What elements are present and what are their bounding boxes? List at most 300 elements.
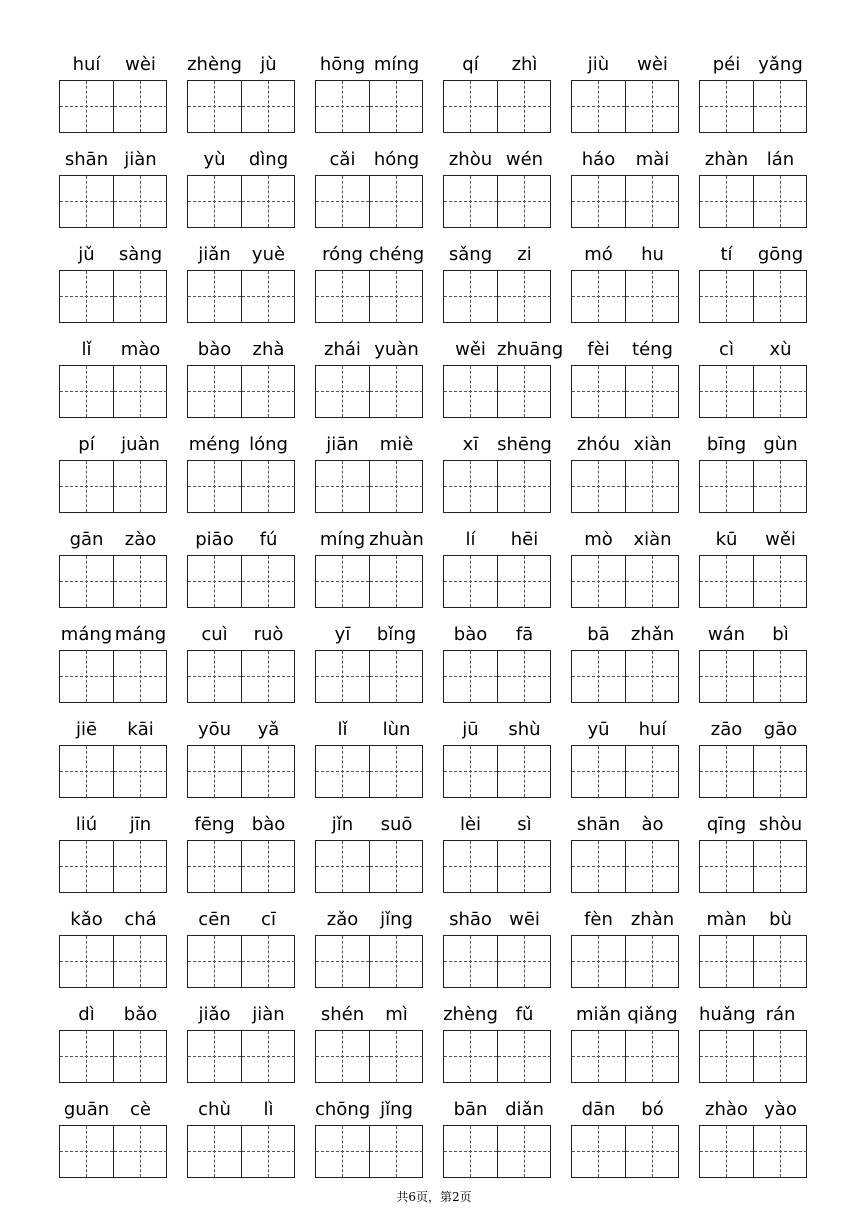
character-cell[interactable]	[113, 936, 167, 987]
character-cell[interactable]	[113, 366, 167, 417]
writing-box[interactable]	[187, 365, 295, 418]
guide-line-vertical	[470, 81, 471, 132]
character-cell[interactable]	[241, 746, 295, 797]
word-block	[59, 908, 169, 988]
character-cell[interactable]	[241, 271, 295, 322]
guide-line-vertical	[140, 271, 141, 322]
character-cell[interactable]	[572, 81, 625, 132]
pinyin-syllable: bào	[453, 624, 488, 645]
guide-line-vertical	[396, 461, 397, 512]
character-cell[interactable]	[113, 176, 167, 227]
pinyin-syllable: fèi	[587, 339, 610, 360]
writing-box[interactable]	[571, 270, 679, 323]
pinyin-syllable: shù	[508, 719, 541, 740]
character-cell[interactable]	[625, 461, 679, 512]
guide-line-vertical	[524, 651, 525, 702]
character-cell[interactable]	[753, 841, 807, 892]
writing-box[interactable]	[59, 555, 167, 608]
character-cell[interactable]	[700, 556, 753, 607]
character-cell[interactable]	[625, 556, 679, 607]
guide-line-vertical	[598, 1031, 599, 1082]
character-cell[interactable]	[444, 366, 497, 417]
character-cell[interactable]	[497, 81, 551, 132]
pinyin-syllable: kǎo	[70, 909, 103, 930]
character-cell[interactable]	[700, 271, 753, 322]
character-cell[interactable]	[60, 841, 113, 892]
writing-box[interactable]	[699, 1030, 807, 1083]
writing-box[interactable]	[699, 80, 807, 133]
writing-box[interactable]	[187, 175, 295, 228]
writing-box[interactable]	[699, 460, 807, 513]
character-cell[interactable]	[753, 366, 807, 417]
writing-box[interactable]	[315, 80, 423, 133]
writing-box[interactable]	[443, 270, 551, 323]
writing-box[interactable]	[187, 80, 295, 133]
writing-box[interactable]	[59, 745, 167, 798]
character-cell[interactable]	[241, 651, 295, 702]
character-cell[interactable]	[753, 176, 807, 227]
character-cell[interactable]	[316, 651, 369, 702]
writing-box[interactable]	[571, 460, 679, 513]
pinyin-syllable: zi	[517, 244, 532, 265]
character-cell[interactable]	[316, 176, 369, 227]
character-cell[interactable]	[700, 1126, 753, 1177]
pinyin-syllable: zāo	[710, 719, 743, 740]
word-block	[443, 908, 553, 988]
character-cell[interactable]	[700, 81, 753, 132]
writing-box[interactable]	[443, 745, 551, 798]
writing-box[interactable]	[187, 650, 295, 703]
writing-box[interactable]	[443, 1030, 551, 1083]
character-cell[interactable]	[113, 271, 167, 322]
writing-box[interactable]	[443, 1125, 551, 1178]
character-cell[interactable]	[113, 556, 167, 607]
character-cell[interactable]	[369, 176, 423, 227]
writing-box[interactable]	[187, 1030, 295, 1083]
character-cell[interactable]	[572, 176, 625, 227]
pinyin-syllable: máng	[114, 624, 167, 645]
writing-box[interactable]	[187, 1125, 295, 1178]
character-cell[interactable]	[316, 841, 369, 892]
writing-box[interactable]	[59, 1125, 167, 1178]
character-cell[interactable]	[753, 746, 807, 797]
character-cell[interactable]	[241, 936, 295, 987]
character-cell[interactable]	[60, 271, 113, 322]
character-cell[interactable]	[188, 271, 241, 322]
pinyin-syllable: yī	[334, 624, 351, 645]
writing-box[interactable]	[443, 840, 551, 893]
character-cell[interactable]	[316, 461, 369, 512]
character-cell[interactable]	[188, 556, 241, 607]
character-cell[interactable]	[113, 1031, 167, 1082]
pinyin-syllable: pí	[78, 434, 95, 455]
character-cell[interactable]	[753, 271, 807, 322]
writing-box[interactable]	[59, 270, 167, 323]
guide-line-vertical	[140, 1031, 141, 1082]
character-cell[interactable]	[444, 746, 497, 797]
character-cell[interactable]	[60, 1126, 113, 1177]
character-cell[interactable]	[369, 1126, 423, 1177]
word-row	[0, 338, 868, 433]
writing-box[interactable]	[699, 745, 807, 798]
character-cell[interactable]	[113, 81, 167, 132]
guide-line-vertical	[86, 746, 87, 797]
character-cell[interactable]	[369, 1031, 423, 1082]
pinyin-syllable: qí	[462, 54, 479, 75]
guide-line-vertical	[652, 1031, 653, 1082]
guide-line-vertical	[598, 651, 599, 702]
character-cell[interactable]	[572, 556, 625, 607]
guide-line-vertical	[524, 746, 525, 797]
guide-line-vertical	[780, 176, 781, 227]
writing-box[interactable]	[571, 555, 679, 608]
character-cell[interactable]	[241, 841, 295, 892]
character-cell[interactable]	[316, 936, 369, 987]
pinyin-syllable: bā	[587, 624, 610, 645]
word-row	[0, 433, 868, 528]
writing-box[interactable]	[443, 175, 551, 228]
character-cell[interactable]	[753, 81, 807, 132]
character-cell[interactable]	[369, 651, 423, 702]
character-cell[interactable]	[316, 366, 369, 417]
word-block	[187, 148, 297, 228]
character-cell[interactable]	[497, 1126, 551, 1177]
character-cell[interactable]	[572, 1031, 625, 1082]
guide-line-vertical	[140, 936, 141, 987]
writing-box[interactable]	[443, 650, 551, 703]
character-cell[interactable]	[497, 271, 551, 322]
character-cell[interactable]	[60, 936, 113, 987]
guide-line-vertical	[780, 271, 781, 322]
pinyin-syllable: wēi	[509, 909, 540, 930]
character-cell[interactable]	[60, 651, 113, 702]
word-block	[187, 528, 297, 608]
character-cell[interactable]	[60, 81, 113, 132]
pinyin-syllable: diǎn	[505, 1099, 544, 1120]
character-cell[interactable]	[369, 366, 423, 417]
word-block	[59, 148, 169, 228]
character-cell[interactable]	[497, 176, 551, 227]
writing-box[interactable]	[187, 555, 295, 608]
character-cell[interactable]	[316, 556, 369, 607]
word-block	[443, 813, 553, 893]
pinyin-syllable: mài	[635, 149, 670, 170]
writing-box[interactable]	[699, 175, 807, 228]
character-cell[interactable]	[188, 841, 241, 892]
character-cell[interactable]	[60, 1031, 113, 1082]
writing-box[interactable]	[187, 840, 295, 893]
character-cell[interactable]	[444, 651, 497, 702]
writing-box[interactable]	[571, 1125, 679, 1178]
writing-box[interactable]	[187, 935, 295, 988]
character-cell[interactable]	[369, 841, 423, 892]
writing-box[interactable]	[59, 935, 167, 988]
guide-line-vertical	[86, 81, 87, 132]
character-cell[interactable]	[625, 81, 679, 132]
character-cell[interactable]	[113, 461, 167, 512]
character-cell[interactable]	[444, 1126, 497, 1177]
writing-box[interactable]	[443, 555, 551, 608]
pinyin-syllable: míng	[319, 529, 366, 550]
writing-box[interactable]	[59, 650, 167, 703]
character-cell[interactable]	[572, 936, 625, 987]
character-cell[interactable]	[241, 1126, 295, 1177]
writing-box[interactable]	[315, 745, 423, 798]
character-cell[interactable]	[241, 81, 295, 132]
writing-box[interactable]	[187, 745, 295, 798]
character-cell[interactable]	[444, 556, 497, 607]
character-cell[interactable]	[444, 81, 497, 132]
writing-box[interactable]	[571, 175, 679, 228]
pinyin-syllable: zhà	[252, 339, 285, 360]
writing-box[interactable]	[443, 365, 551, 418]
character-cell[interactable]	[444, 461, 497, 512]
character-cell[interactable]	[753, 1126, 807, 1177]
character-cell[interactable]	[572, 1126, 625, 1177]
character-cell[interactable]	[369, 271, 423, 322]
writing-box[interactable]	[187, 270, 295, 323]
character-cell[interactable]	[497, 746, 551, 797]
writing-box[interactable]	[571, 80, 679, 133]
character-cell[interactable]	[444, 176, 497, 227]
character-cell[interactable]	[316, 1126, 369, 1177]
writing-box[interactable]	[315, 175, 423, 228]
pinyin-syllable: bīng	[706, 434, 747, 455]
writing-box[interactable]	[443, 460, 551, 513]
guide-line-vertical	[140, 556, 141, 607]
character-cell[interactable]	[625, 366, 679, 417]
character-cell[interactable]	[497, 461, 551, 512]
guide-line-vertical	[470, 936, 471, 987]
word-block	[187, 1003, 297, 1083]
character-cell[interactable]	[572, 746, 625, 797]
character-cell[interactable]	[369, 81, 423, 132]
pinyin-syllable: zhàn	[704, 149, 749, 170]
writing-box[interactable]	[571, 935, 679, 988]
character-cell[interactable]	[625, 936, 679, 987]
writing-box[interactable]	[571, 745, 679, 798]
writing-box[interactable]	[571, 1030, 679, 1083]
character-cell[interactable]	[60, 746, 113, 797]
writing-box[interactable]	[699, 555, 807, 608]
character-cell[interactable]	[700, 746, 753, 797]
character-cell[interactable]	[444, 936, 497, 987]
character-cell[interactable]	[753, 556, 807, 607]
character-cell[interactable]	[625, 651, 679, 702]
guide-line-vertical	[86, 556, 87, 607]
guide-line-vertical	[86, 841, 87, 892]
guide-line-vertical	[396, 366, 397, 417]
character-cell[interactable]	[572, 271, 625, 322]
writing-box[interactable]	[699, 840, 807, 893]
character-cell[interactable]	[188, 1126, 241, 1177]
character-cell[interactable]	[188, 746, 241, 797]
writing-box[interactable]	[315, 1125, 423, 1178]
word-block	[699, 908, 809, 988]
character-cell[interactable]	[700, 936, 753, 987]
character-cell[interactable]	[497, 1031, 551, 1082]
character-cell[interactable]	[700, 176, 753, 227]
guide-line-vertical	[780, 651, 781, 702]
writing-box[interactable]	[59, 80, 167, 133]
guide-line-vertical	[470, 746, 471, 797]
word-block	[59, 243, 169, 323]
guide-line-vertical	[470, 1031, 471, 1082]
character-cell[interactable]	[700, 366, 753, 417]
guide-line-vertical	[652, 176, 653, 227]
character-cell[interactable]	[625, 176, 679, 227]
word-block	[59, 718, 169, 798]
character-cell[interactable]	[241, 556, 295, 607]
writing-box[interactable]	[571, 650, 679, 703]
character-cell[interactable]	[369, 556, 423, 607]
character-cell[interactable]	[700, 841, 753, 892]
pinyin-syllable: zào	[124, 529, 157, 550]
guide-line-vertical	[726, 936, 727, 987]
character-cell[interactable]	[316, 1031, 369, 1082]
guide-line-vertical	[342, 1031, 343, 1082]
character-cell[interactable]	[188, 81, 241, 132]
character-cell[interactable]	[188, 366, 241, 417]
word-block	[187, 243, 297, 323]
guide-line-vertical	[470, 651, 471, 702]
character-cell[interactable]	[497, 651, 551, 702]
character-cell[interactable]	[113, 1126, 167, 1177]
pinyin-syllable: qīng	[706, 814, 747, 835]
character-cell[interactable]	[241, 366, 295, 417]
character-cell[interactable]	[316, 746, 369, 797]
character-cell[interactable]	[444, 841, 497, 892]
guide-line-vertical	[652, 1126, 653, 1177]
writing-box[interactable]	[59, 460, 167, 513]
writing-box[interactable]	[443, 80, 551, 133]
character-cell[interactable]	[241, 176, 295, 227]
pinyin-syllable: zhàn	[630, 909, 675, 930]
writing-box[interactable]	[315, 365, 423, 418]
writing-box[interactable]	[699, 650, 807, 703]
character-cell[interactable]	[113, 841, 167, 892]
word-block	[187, 1098, 297, 1178]
character-cell[interactable]	[241, 1031, 295, 1082]
word-block	[443, 53, 553, 133]
pinyin-syllable: shāo	[449, 909, 492, 930]
pinyin-syllable: zǎo	[326, 909, 359, 930]
character-cell[interactable]	[700, 1031, 753, 1082]
character-cell[interactable]	[60, 461, 113, 512]
guide-line-vertical	[652, 556, 653, 607]
character-cell[interactable]	[444, 271, 497, 322]
character-cell[interactable]	[753, 461, 807, 512]
guide-line-vertical	[524, 366, 525, 417]
pinyin-syllable: sǎng	[448, 244, 493, 265]
guide-line-vertical	[140, 651, 141, 702]
character-cell[interactable]	[444, 1031, 497, 1082]
writing-box[interactable]	[699, 365, 807, 418]
character-cell[interactable]	[188, 176, 241, 227]
character-cell[interactable]	[369, 936, 423, 987]
character-cell[interactable]	[753, 651, 807, 702]
writing-box[interactable]	[59, 1030, 167, 1083]
character-cell[interactable]	[497, 936, 551, 987]
character-cell[interactable]	[113, 746, 167, 797]
pinyin-syllable: dān	[581, 1099, 616, 1120]
character-cell[interactable]	[625, 1126, 679, 1177]
character-cell[interactable]	[60, 556, 113, 607]
writing-box[interactable]	[59, 365, 167, 418]
writing-box[interactable]	[571, 840, 679, 893]
character-cell[interactable]	[188, 651, 241, 702]
word-block	[315, 338, 425, 418]
pinyin-syllable: guān	[63, 1099, 110, 1120]
character-cell[interactable]	[625, 841, 679, 892]
writing-box[interactable]	[59, 840, 167, 893]
character-cell[interactable]	[700, 461, 753, 512]
writing-box[interactable]	[443, 935, 551, 988]
character-cell[interactable]	[497, 841, 551, 892]
writing-box[interactable]	[315, 555, 423, 608]
pinyin-syllable: dì	[78, 1004, 95, 1025]
pinyin-syllable: jǐng	[380, 1099, 413, 1120]
character-cell[interactable]	[753, 1031, 807, 1082]
pinyin-syllable: wèi	[125, 54, 156, 75]
character-cell[interactable]	[700, 651, 753, 702]
writing-box[interactable]	[315, 460, 423, 513]
writing-box[interactable]	[315, 650, 423, 703]
character-cell[interactable]	[316, 271, 369, 322]
character-cell[interactable]	[188, 461, 241, 512]
pinyin-syllable: lèi	[459, 814, 482, 835]
pinyin-syllable: xiàn	[633, 434, 672, 455]
character-cell[interactable]	[572, 461, 625, 512]
writing-box[interactable]	[315, 1030, 423, 1083]
character-cell[interactable]	[572, 651, 625, 702]
word-block	[699, 148, 809, 228]
pinyin-syllable: jù	[260, 54, 277, 75]
writing-box[interactable]	[59, 175, 167, 228]
character-cell[interactable]	[113, 651, 167, 702]
writing-box[interactable]	[699, 935, 807, 988]
writing-box[interactable]	[699, 270, 807, 323]
character-cell[interactable]	[60, 176, 113, 227]
character-cell[interactable]	[625, 1031, 679, 1082]
writing-box[interactable]	[315, 270, 423, 323]
character-cell[interactable]	[625, 271, 679, 322]
writing-box[interactable]	[187, 460, 295, 513]
guide-line-vertical	[726, 651, 727, 702]
character-cell[interactable]	[241, 461, 295, 512]
writing-box[interactable]	[315, 935, 423, 988]
pinyin-syllable: cì	[719, 339, 734, 360]
word-block	[315, 433, 425, 513]
pinyin-syllable: chù	[198, 1099, 231, 1120]
pinyin-syllable: fēng	[194, 814, 235, 835]
character-cell[interactable]	[188, 1031, 241, 1082]
character-cell[interactable]	[188, 936, 241, 987]
character-cell[interactable]	[497, 366, 551, 417]
character-cell[interactable]	[369, 746, 423, 797]
character-cell[interactable]	[753, 936, 807, 987]
character-cell[interactable]	[497, 556, 551, 607]
character-cell[interactable]	[572, 366, 625, 417]
character-cell[interactable]	[625, 746, 679, 797]
character-cell[interactable]	[572, 841, 625, 892]
character-cell[interactable]	[60, 366, 113, 417]
character-cell[interactable]	[369, 461, 423, 512]
writing-box[interactable]	[315, 840, 423, 893]
character-cell[interactable]	[316, 81, 369, 132]
writing-box[interactable]	[699, 1125, 807, 1178]
writing-box[interactable]	[571, 365, 679, 418]
